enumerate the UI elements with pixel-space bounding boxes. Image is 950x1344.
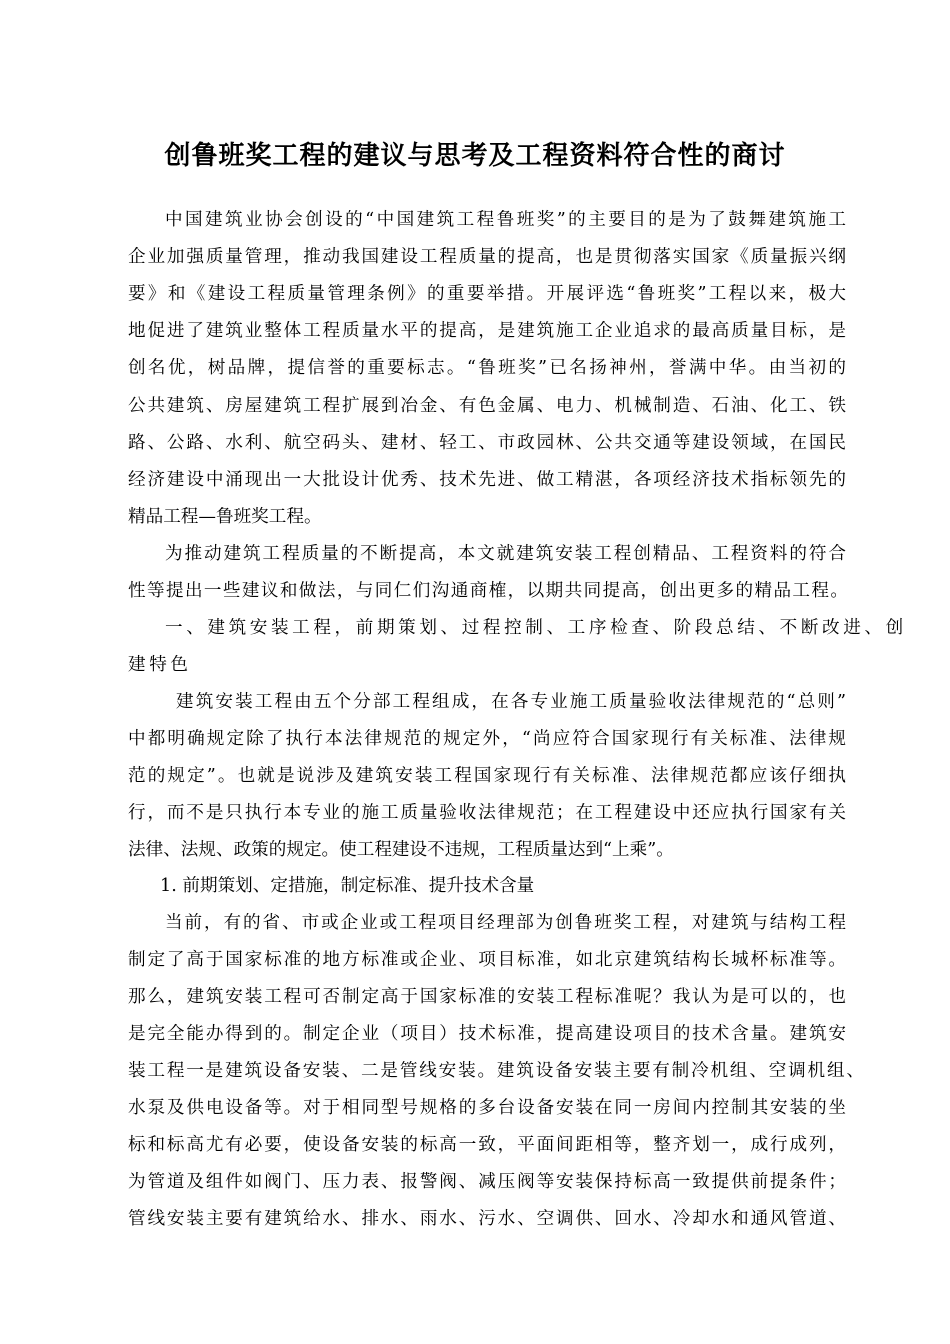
body-line-9: 精品工程—鲁班奖工程。 (128, 507, 322, 527)
body-line-14: 建筑安装工程由五个分部工程组成，在各专业施工质量验收法律规范的“总则” (176, 692, 846, 712)
body-line-1: 中国建筑业协会创设的“中国建筑工程鲁班奖”的主要目的是为了鼓舞建筑施工 (165, 210, 846, 230)
body-line-3: 要》和《建设工程质量管理条例》的重要举措。开展评选“鲁班奖”工程以来，极大 (128, 284, 846, 304)
subsection-heading-1: 1. 前期策划、定措施，制定标准、提升技术含量 (160, 876, 535, 896)
body-line-15: 中都明确规定除了执行本法律规范的规定外，“尚应符合国家现行有关标准、法律规 (128, 729, 846, 749)
document-title: 创鲁班奖工程的建议与思考及工程资料符合性的商讨 (164, 141, 786, 171)
section-heading-1-cont: 建特色 (128, 655, 192, 675)
body-line-17: 行，而不是只执行本专业的施工质量验收法律规范；在工程建设中还应执行国家有关 (128, 803, 846, 823)
body-line-22: 那么，建筑安装工程可否制定高于国家标准的安装工程标准呢？我认为是可以的，也 (128, 987, 846, 1007)
body-line-2: 企业加强质量管理，推动我国建设工程质量的提高，也是贯彻落实国家《质量振兴纲 (128, 247, 846, 267)
body-line-4: 地促进了建筑业整体工程质量水平的提高，是建筑施工企业追求的最高质量目标，是 (128, 321, 846, 341)
body-line-6: 公共建筑、房屋建筑工程扩展到冶金、有色金属、电力、机械制造、石油、化工、铁 (128, 396, 846, 416)
body-line-7: 路、公路、水利、航空码头、建材、轻工、市政园林、公共交通等建设领域，在国民 (128, 433, 846, 453)
body-line-26: 标和标高尤有必要，使设备安装的标高一致，平面间距相等，整齐划一，成行成列， (128, 1135, 846, 1155)
body-line-23: 是完全能办得到的。制定企业（项目）技术标准，提高建设项目的技术含量。建筑安 (128, 1024, 846, 1044)
body-line-18: 法律、法规、政策的规定。使工程建设不违规，工程质量达到“上乘”。 (128, 840, 674, 860)
body-line-21: 制定了高于国家标准的地方标准或企业、项目标准，如北京建筑结构长城杯标准等。 (128, 950, 846, 970)
body-line-20: 当前，有的省、市或企业或工程项目经理部为创鲁班奖工程，对建筑与结构工程 (165, 913, 846, 933)
section-heading-1: 一、建筑安装工程，前期策划、过程控制、工序检查、阶段总结、不断改进、创 (165, 618, 907, 638)
body-line-10: 为推动建筑工程质量的不断提高，本文就建筑安装工程创精品、工程资料的符合 (165, 544, 846, 564)
body-line-5: 创名优，树品牌，提信誉的重要标志。“鲁班奖”已名扬神州，誉满中华。由当初的 (128, 358, 846, 378)
body-line-16: 范的规定”。也就是说涉及建筑安装工程国家现行有关标准、法律规范都应该仔细执 (128, 766, 846, 786)
body-line-8: 经济建设中涌现出一大批设计优秀、技术先进、做工精湛，各项经济技术指标领先的 (128, 470, 846, 490)
body-line-27: 为管道及组件如阀门、压力表、报警阀、减压阀等安装保持标高一致提供前提条件； (128, 1172, 846, 1192)
body-line-11: 性等提出一些建议和做法，与同仁们沟通商榷，以期共同提高，创出更多的精品工程。 (128, 581, 848, 601)
body-line-24: 装工程一是建筑设备安装、二是管线安装。建筑设备安装主要有制冷机组、空调机组、 (128, 1061, 864, 1081)
body-line-25: 水泵及供电设备等。对于相同型号规格的多台设备安装在同一房间内控制其安装的坐 (128, 1098, 846, 1118)
body-line-28: 管线安装主要有建筑给水、排水、雨水、污水、空调供、回水、冷却水和通风管道、 (128, 1209, 846, 1229)
